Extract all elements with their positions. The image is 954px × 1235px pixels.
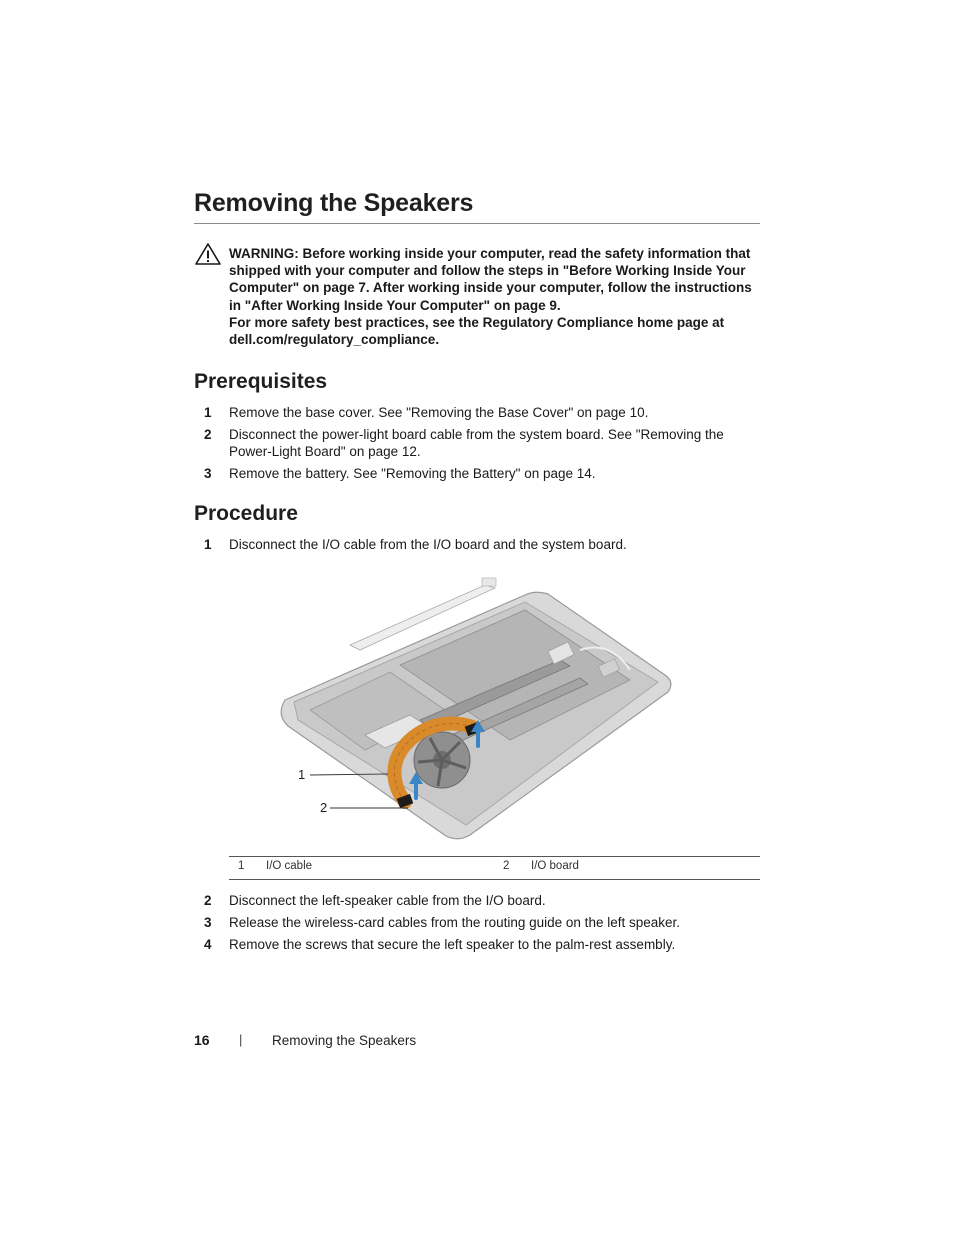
step-number: 1 xyxy=(204,537,212,552)
step-number: 2 xyxy=(204,427,212,442)
step-text: Remove the base cover. See "Removing the Base Cover" on page 10. xyxy=(229,405,649,420)
list-item xyxy=(194,536,764,553)
list-item xyxy=(194,426,764,460)
legend-label: I/O cable xyxy=(266,860,313,872)
procedure-list-top xyxy=(194,536,764,558)
step-text: Remove the screws that secure the left speaker to the palm-rest assembly. xyxy=(229,937,676,952)
warning-text-line: For more safety best practices, see the Regulatory Compliance home page at dell.com/regulatory_compliance. xyxy=(229,314,725,348)
list-item xyxy=(194,936,764,953)
footer-title: Removing the Speakers xyxy=(272,1033,417,1048)
list-item xyxy=(194,892,764,909)
list-item xyxy=(194,914,764,931)
page-number: 16 xyxy=(194,1032,210,1048)
legend-number: 2 xyxy=(503,860,510,872)
step-number: 2 xyxy=(204,893,212,908)
prerequisites-heading: Prerequisites xyxy=(194,370,328,393)
step-number: 1 xyxy=(204,405,212,420)
step-text: Disconnect the left-speaker cable from the I/O board. xyxy=(229,893,546,908)
figure-legend xyxy=(229,856,760,880)
list-item xyxy=(194,404,764,421)
callout-1: 1 xyxy=(298,767,306,782)
step-text: Disconnect the I/O cable from the I/O board and the system board. xyxy=(229,537,627,552)
step-number: 3 xyxy=(204,915,212,930)
title-divider xyxy=(194,223,760,224)
callout-2: 2 xyxy=(320,800,328,815)
page-title: Removing the Speakers xyxy=(194,189,474,217)
list-item xyxy=(194,465,764,482)
footer-separator: | xyxy=(239,1032,243,1047)
step-text: Remove the battery. See "Removing the Battery" on page 14. xyxy=(229,466,596,482)
warning-note xyxy=(229,245,764,348)
procedure-heading: Procedure xyxy=(194,502,298,525)
warning-triangle-icon xyxy=(194,242,222,266)
legend-label: I/O board xyxy=(531,860,579,872)
step-number: 3 xyxy=(204,466,212,482)
step-text: Release the wireless-card cables from the routing guide on the left speaker. xyxy=(229,915,680,930)
laptop-internal-illustration xyxy=(270,570,690,850)
warning-text-line: WARNING: Before working inside your computer, read the safety information that shipped with your computer and follow the steps in "Before Working Inside Your Computer" on page 7. After working inside your computer, follow the instructions in "After Working Inside Your Computer" on page 9. xyxy=(229,246,752,313)
procedure-list-bottom xyxy=(194,892,764,958)
step-text: Disconnect the power-light board cable from the system board. See "Removing the Power-Light Board" on page 12. xyxy=(229,427,724,460)
prerequisites-list xyxy=(194,404,764,487)
legend-number: 1 xyxy=(238,860,245,872)
step-number: 4 xyxy=(204,937,212,952)
